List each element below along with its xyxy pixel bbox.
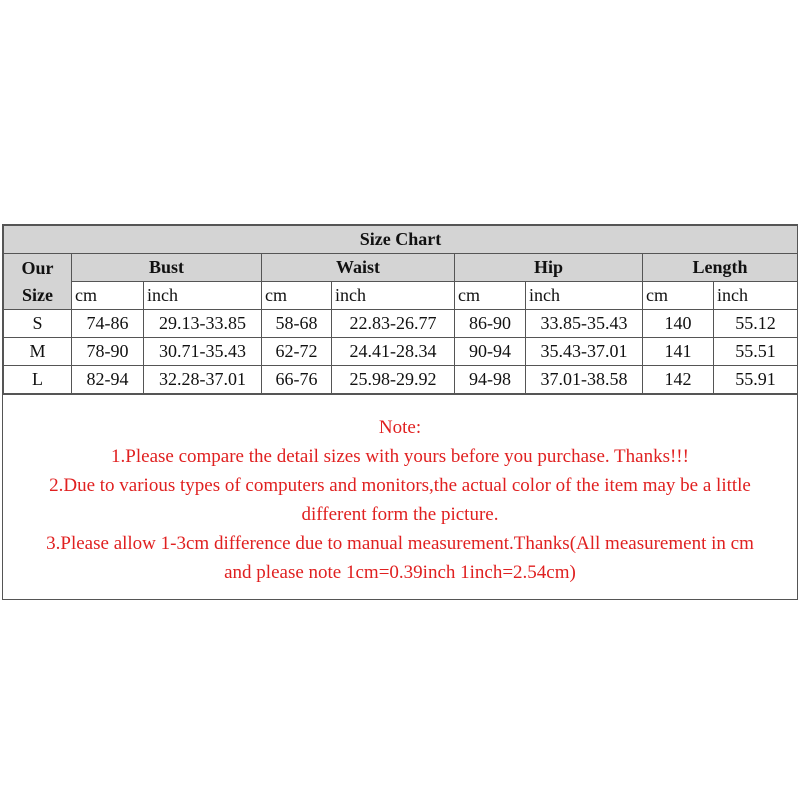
table-row xyxy=(4,366,798,394)
size-cell: S xyxy=(4,310,72,338)
length-cm-cell: 142 xyxy=(643,366,714,394)
bust-cm-cell: 74-86 xyxy=(72,310,144,338)
unit-cm: cm xyxy=(643,282,714,310)
hip-cm-cell: 86-90 xyxy=(455,310,526,338)
unit-inch: inch xyxy=(714,282,798,310)
group-header-length: Length xyxy=(643,254,798,282)
size-chart xyxy=(2,224,798,600)
waist-cm-cell: 62-72 xyxy=(262,338,332,366)
size-table xyxy=(3,225,798,394)
bust-cm-cell: 82-94 xyxy=(72,366,144,394)
note-line: 1.Please compare the detail sizes with yours before you purchase. Thanks!!! xyxy=(111,446,689,467)
table-title: Size Chart xyxy=(4,226,798,254)
size-header-line-2: Size xyxy=(22,284,53,305)
bust-inch-cell: 30.71-35.43 xyxy=(144,338,262,366)
length-inch-cell: 55.51 xyxy=(714,338,798,366)
unit-inch: inch xyxy=(526,282,643,310)
hip-inch-cell: 35.43-37.01 xyxy=(526,338,643,366)
note-line: 2.Due to various types of computers and monitors,the actual color of the item may be a little xyxy=(49,475,751,496)
waist-inch-cell: 22.83-26.77 xyxy=(332,310,455,338)
bust-inch-cell: 29.13-33.85 xyxy=(144,310,262,338)
note-line: and please note 1cm=0.39inch 1inch=2.54cm) xyxy=(224,562,576,583)
notes-section xyxy=(3,394,797,599)
note-line: 3.Please allow 1-3cm difference due to manual measurement.Thanks(All measurement in cm xyxy=(46,533,754,554)
hip-inch-cell: 33.85-35.43 xyxy=(526,310,643,338)
size-column-header xyxy=(4,254,72,310)
unit-inch: inch xyxy=(332,282,455,310)
note-heading: Note: xyxy=(378,417,422,438)
hip-inch-cell: 37.01-38.58 xyxy=(526,366,643,394)
size-cell: M xyxy=(4,338,72,366)
size-cell: L xyxy=(4,366,72,394)
hip-cm-cell: 90-94 xyxy=(455,338,526,366)
table-row xyxy=(4,310,798,338)
unit-cm: cm xyxy=(262,282,332,310)
unit-cm: cm xyxy=(455,282,526,310)
bust-inch-cell: 32.28-37.01 xyxy=(144,366,262,394)
length-cm-cell: 141 xyxy=(643,338,714,366)
waist-inch-cell: 25.98-29.92 xyxy=(332,366,455,394)
waist-inch-cell: 24.41-28.34 xyxy=(332,338,455,366)
group-header-hip: Hip xyxy=(455,254,643,282)
length-inch-cell: 55.91 xyxy=(714,366,798,394)
waist-cm-cell: 58-68 xyxy=(262,310,332,338)
size-header-line-1: Our xyxy=(21,257,54,278)
note-line: different form the picture. xyxy=(301,504,499,525)
unit-cm: cm xyxy=(72,282,144,310)
group-header-bust: Bust xyxy=(72,254,262,282)
waist-cm-cell: 66-76 xyxy=(262,366,332,394)
unit-inch: inch xyxy=(144,282,262,310)
length-inch-cell: 55.12 xyxy=(714,310,798,338)
table-row xyxy=(4,338,798,366)
hip-cm-cell: 94-98 xyxy=(455,366,526,394)
group-header-waist: Waist xyxy=(262,254,455,282)
length-cm-cell: 140 xyxy=(643,310,714,338)
bust-cm-cell: 78-90 xyxy=(72,338,144,366)
